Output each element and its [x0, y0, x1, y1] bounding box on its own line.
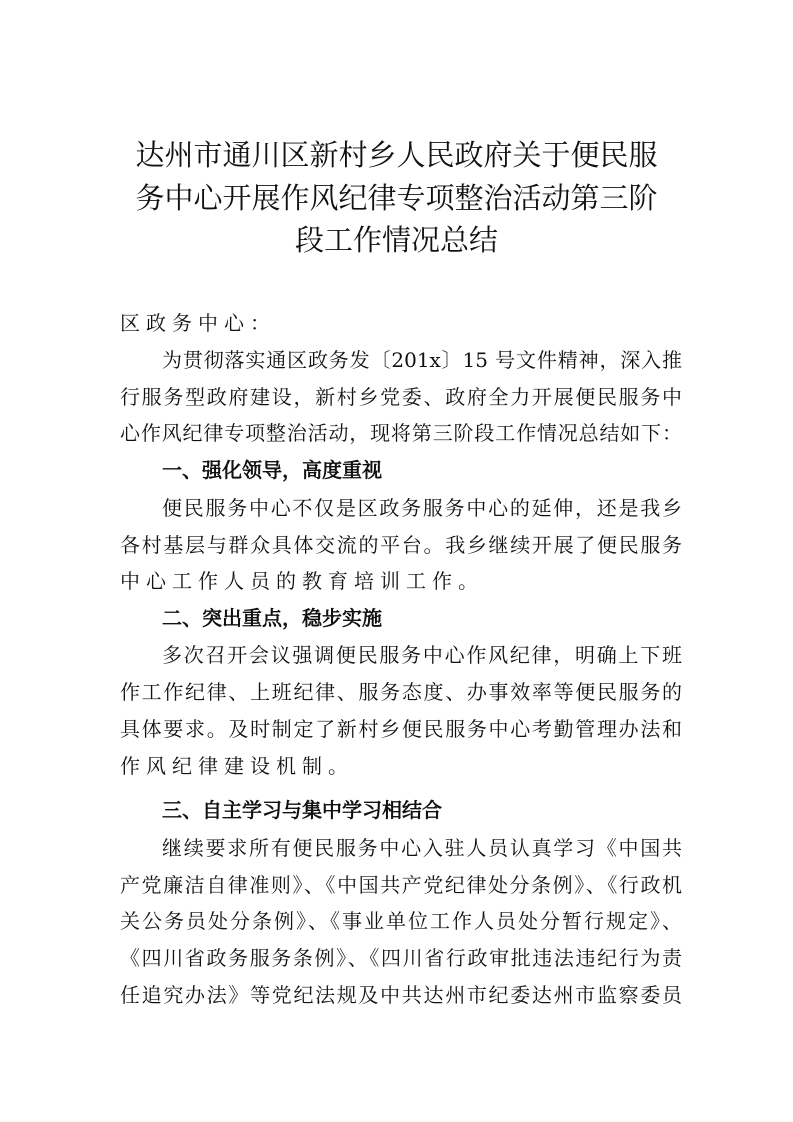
paragraph-line: 关公务员处分条例》、《事业单位工作人员处分暂行规定》、 — [120, 909, 682, 933]
paragraph-line: 《四川省政务服务条例》、《四川省行政审批违法违纪行为责 — [120, 946, 682, 970]
section-heading: 二、突出重点，稳步实施 — [162, 606, 382, 630]
paragraph-line: 心作风纪律专项整治活动，现将第三阶段工作情况总结如下： — [120, 421, 682, 445]
paragraph-line: 具体要求。及时制定了新村乡便民服务中心考勤管理办法和 — [120, 717, 682, 741]
paragraph-line: 任追究办法》等党纪法规及中共达州市纪委达州市监察委员 — [120, 983, 682, 1007]
paragraph-line: 作风纪律建设机制。 — [120, 754, 354, 778]
paragraph-line: 各村基层与群众具体交流的平台。我乡继续开展了便民服务 — [120, 533, 682, 557]
paragraph-line: 为贯彻落实通区政务发〔201x〕15 号文件精神，深入推 — [162, 348, 682, 372]
paragraph-line: 继续要求所有便民服务中心入驻人员认真学习《中国共 — [162, 836, 682, 860]
paragraph-line: 中心工作人员的教育培训工作。 — [120, 569, 484, 593]
title-line: 务中心开展作风纪律专项整治活动第三阶 — [135, 181, 658, 215]
title-line: 段工作情况总结 — [294, 223, 498, 257]
paragraph-line: 产党廉洁自律准则》、《中国共产党纪律处分条例》、《行政机 — [120, 873, 682, 897]
title-line: 达州市通川区新村乡人民政府关于便民服 — [135, 138, 658, 172]
paragraph-line: 便民服务中心不仅是区政务服务中心的延伸，还是我乡 — [162, 496, 682, 520]
paragraph-line: 多次召开会议强调便民服务中心作风纪律，明确上下班 — [162, 643, 682, 667]
section-heading: 三、自主学习与集中学习相结合 — [162, 798, 442, 822]
paragraph-line: 行服务型政府建设，新村乡党委、政府全力开展便民服务中 — [120, 385, 682, 409]
salutation: 区政务中心： — [120, 311, 276, 335]
section-heading: 一、强化领导，高度重视 — [162, 458, 382, 482]
paragraph-line: 作工作纪律、上班纪律、服务态度、办事效率等便民服务的 — [120, 680, 682, 704]
